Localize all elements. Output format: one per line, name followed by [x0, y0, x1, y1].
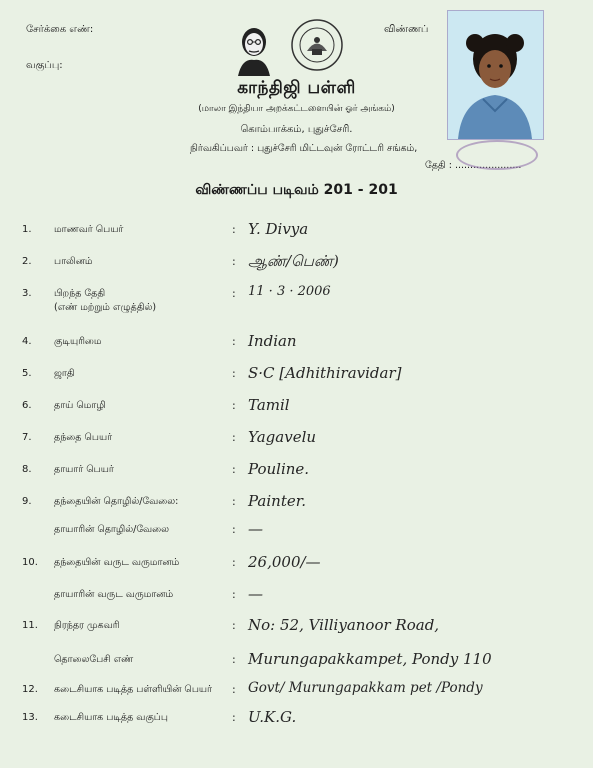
field-colon: :	[232, 255, 236, 268]
field-label: தொலைபேசி எண்	[54, 654, 134, 665]
field-label: தாயாரின் தொழில்/வேலை	[54, 524, 170, 535]
field-label: மாணவர் பெயர்	[54, 224, 124, 235]
date-label: தேதி : ......................	[425, 160, 522, 171]
application-label: விண்ணப்	[384, 24, 429, 35]
field-number: 4.	[22, 336, 32, 347]
school-emblem-icon	[290, 18, 344, 72]
form-title: விண்ணப்ப படிவம் 201 - 201	[195, 182, 398, 198]
field-colon: :	[232, 463, 236, 476]
field-colon: :	[232, 588, 236, 601]
field-colon: :	[232, 619, 236, 632]
field-colon: :	[232, 287, 236, 300]
field-value: Pouline.	[248, 460, 310, 478]
class-label: வகுப்பு:	[26, 60, 63, 71]
field-colon: :	[232, 335, 236, 348]
field-colon: :	[232, 711, 236, 724]
field-number: 11.	[22, 620, 38, 631]
admission-no-label: சேர்க்கை எண்:	[26, 24, 94, 35]
field-value: Tamil	[248, 396, 290, 414]
school-stamp	[456, 140, 538, 170]
field-value: U.K.G.	[248, 708, 297, 726]
field-colon: :	[232, 556, 236, 569]
field-number: 10.	[22, 557, 38, 568]
school-name: காந்திஜி பள்ளி	[237, 78, 356, 98]
student-photo	[447, 10, 544, 140]
field-label: தந்தையின் தொழில்/வேலை:	[54, 496, 179, 507]
field-number: 9.	[22, 496, 32, 507]
affiliation: (மாலா இந்தியா அறக்கட்டளையின் ஓர் அங்கம்)	[198, 104, 395, 114]
field-label: தந்தையின் வருட வருமானம்	[54, 557, 180, 568]
field-label: தாயார் பெயர்	[54, 464, 114, 475]
field-value: Painter.	[248, 492, 307, 510]
field-label: தாய் மொழி	[54, 400, 106, 411]
field-value: 11 · 3 · 2006	[248, 284, 331, 299]
field-number: 12.	[22, 684, 38, 695]
field-colon: :	[232, 495, 236, 508]
field-value: —	[248, 585, 263, 603]
field-value: Indian	[248, 332, 297, 350]
field-number: 1.	[22, 224, 32, 235]
field-value: S·C [Adhithiravidar]	[248, 364, 402, 382]
field-label: பிறந்த தேதி	[54, 288, 106, 299]
field-colon: :	[232, 431, 236, 444]
field-value: Yagavelu	[248, 428, 317, 446]
field-label: குடியுரிமை	[54, 336, 102, 347]
field-value: —	[248, 520, 263, 538]
field-number: 8.	[22, 464, 32, 475]
field-value: Y. Divya	[248, 220, 309, 238]
field-label: கடைசியாக படித்த பள்ளியின் பெயர்	[54, 684, 212, 695]
location: கொம்பாக்கம், புதுச்சேரி.	[240, 124, 353, 135]
field-value: 26,000/—	[248, 553, 321, 571]
field-label: கடைசியாக படித்த வகுப்பு	[54, 712, 168, 723]
field-number: 3.	[22, 288, 32, 299]
field-label: நிரந்தர முகவரி	[54, 620, 120, 631]
field-colon: :	[232, 683, 236, 696]
field-number: 7.	[22, 432, 32, 443]
field-value: Govt/ Murungapakkam pet /Pondy	[248, 680, 483, 696]
field-number: 5.	[22, 368, 32, 379]
field-label: பாலினம்	[54, 256, 93, 267]
field-colon: :	[232, 399, 236, 412]
field-colon: :	[232, 523, 236, 536]
field-label: ஜாதி	[54, 368, 75, 379]
field-sublabel: (எண் மற்றும் எழுத்தில்)	[54, 302, 157, 313]
field-number: 2.	[22, 256, 32, 267]
field-colon: :	[232, 653, 236, 666]
field-number: 6.	[22, 400, 32, 411]
field-value: Murungapakkampet, Pondy 110	[248, 650, 492, 668]
administered-by: நிர்வகிப்பவர் : புதுச்சேரி மிட்டவுன் ரோட்டரி சங்கம்,	[190, 143, 418, 154]
field-colon: :	[232, 367, 236, 380]
field-number: 13.	[22, 712, 38, 723]
field-label: தாயாரின் வருட வருமானம்	[54, 589, 174, 600]
field-value: ஆண்/பெண்)	[248, 252, 339, 270]
field-value: No: 52, Villiyanoor Road,	[248, 616, 440, 634]
field-label: தந்தை பெயர்	[54, 432, 113, 443]
gandhi-portrait-logo	[232, 24, 276, 76]
field-colon: :	[232, 223, 236, 236]
